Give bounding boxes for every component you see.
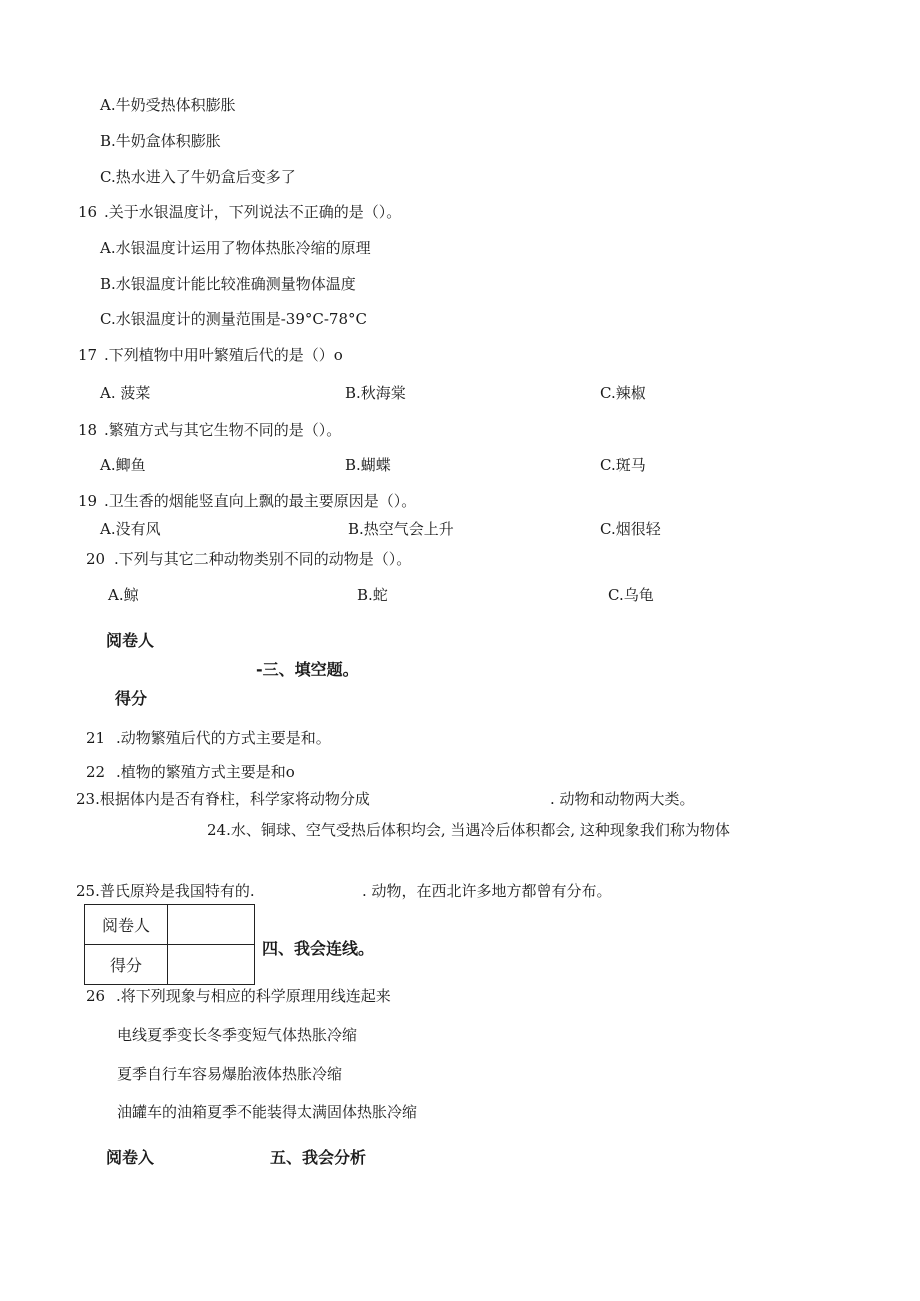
q21-question: .动物繁殖后代的方式主要是和。 <box>116 729 331 747</box>
q25-text-part1: 25.普氏原羚是我国特有的. <box>76 882 255 900</box>
q17-option-c: C.辣椒 <box>600 384 646 402</box>
score-table-reviewer-label: 阅卷人 <box>85 905 168 945</box>
q15-option-c: C.热水进入了牛奶盒后变多了 <box>100 168 296 186</box>
q16-number: 16 <box>78 203 98 221</box>
q17-option-a: A. 菠菜 <box>100 384 151 402</box>
q26-line-3: 油罐车的油箱夏季不能装得太满固体热胀冷缩 <box>117 1103 418 1121</box>
q23-text-part2: . 动物和动物两大类。 <box>550 790 695 808</box>
q19-question: .卫生香的烟能竖直向上飘的最主要原因是（）。 <box>104 492 417 510</box>
q20-number: 20 <box>86 550 106 568</box>
section3-reviewer-label: 阅卷人 <box>106 631 155 650</box>
q19-option-a: A.没有风 <box>100 520 161 538</box>
section5-title: 五、我会分析 <box>270 1148 367 1167</box>
q15-option-b: B.牛奶盒体积膨胀 <box>100 132 221 150</box>
q22-number: 22 <box>86 763 106 781</box>
q26-line-1: 电线夏季变长冬季变短气体热胀冷缩 <box>117 1026 358 1044</box>
q16-option-a: A.水银温度计运用了物体热胀冷缩的原理 <box>100 239 371 257</box>
q19-option-c: C.烟很轻 <box>600 520 661 538</box>
q18-option-b: B.蝴蝶 <box>345 456 391 474</box>
q19-number: 19 <box>78 492 98 510</box>
q15-option-a: A.牛奶受热体积膨胀 <box>100 96 236 114</box>
q23-text-part1: 23.根据体内是否有脊柱，科学家将动物分成 <box>76 790 370 808</box>
section4-title: 四、我会连线。 <box>262 939 375 958</box>
section3-score-label: 得分 <box>115 689 148 708</box>
q20-option-b: B.蛇 <box>357 586 388 604</box>
q17-option-b: B.秋海棠 <box>345 384 406 402</box>
q17-number: 17 <box>78 346 98 364</box>
score-table-reviewer-cell <box>168 905 255 945</box>
q16-option-c: C.水银温度计的测量范围是-39°C-78°C <box>100 310 367 328</box>
q25-text-part2: . 动物，在西北许多地方都曾有分布。 <box>362 882 612 900</box>
q18-option-a: A.鲫鱼 <box>100 456 146 474</box>
q26-question: .将下列现象与相应的科学原理用线连起来 <box>116 987 391 1005</box>
q18-number: 18 <box>78 421 98 439</box>
score-table-score-cell <box>168 945 255 985</box>
q26-line-2: 夏季自行车容易爆胎液体热胀冷缩 <box>117 1065 343 1083</box>
q16-question: .关于水银温度计，下列说法不正确的是（）。 <box>104 203 402 221</box>
q26-number: 26 <box>86 987 106 1005</box>
q17-question: .下列植物中用叶繁殖后代的是（）o <box>104 346 343 364</box>
q18-option-c: C.斑马 <box>600 456 646 474</box>
score-table-score-label: 得分 <box>85 945 168 985</box>
q20-question: .下列与其它二种动物类别不同的动物是（）。 <box>114 550 412 568</box>
score-table <box>84 904 255 985</box>
q22-question: .植物的繁殖方式主要是和o <box>116 763 295 781</box>
q24-question: 24.水、铜球、空气受热后体积均会, 当遇冷后体积都会, 这种现象我们称为物体 <box>207 821 730 839</box>
q18-question: .繁殖方式与其它生物不同的是（）。 <box>104 421 342 439</box>
q19-option-b: B.热空气会上升 <box>348 520 454 538</box>
section5-reviewer-label: 阅卷入 <box>106 1148 155 1167</box>
q16-option-b: B.水银温度计能比较准确测量物体温度 <box>100 275 356 293</box>
q20-option-a: A.鲸 <box>108 586 139 604</box>
q20-option-c: C.乌龟 <box>608 586 654 604</box>
section3-title: -三、填空题。 <box>256 660 359 679</box>
q21-number: 21 <box>86 729 106 747</box>
